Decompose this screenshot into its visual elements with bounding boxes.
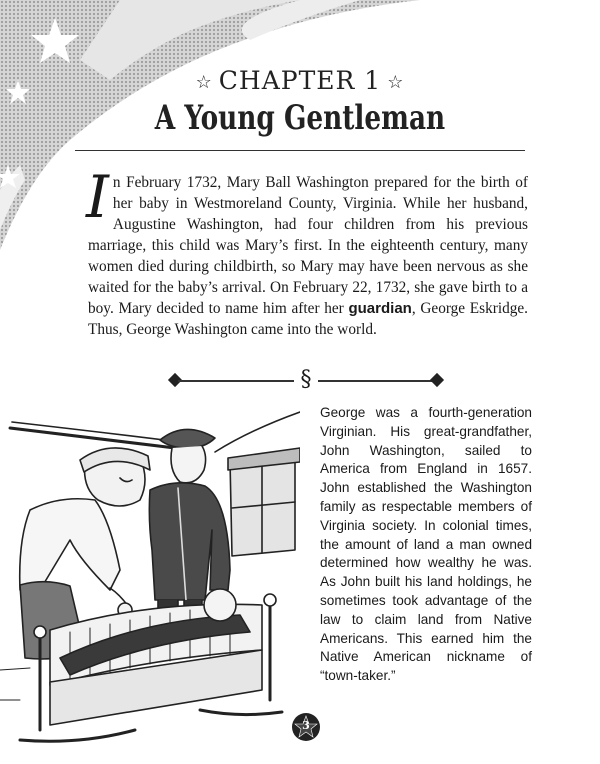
divider-line	[178, 380, 294, 382]
star-outline-icon: ☆	[195, 72, 213, 93]
intro-text-part1: n February 1732, Mary Ball Washington prepared for the birth of her baby in Westmoreland County, Virginia. While her husband, Augustine Washington, had four children from his previous marriage, this child was Mary’s first. In the eighteenth century, many women died during childbirth, so Mary may have been nervous as she waited for the baby’s arrival. On February 22, 1732, she gave birth to a boy. Mary decided to name him after her	[88, 174, 528, 317]
chapter-title: A Young Gentleman	[154, 98, 446, 138]
section-symbol: §	[300, 367, 312, 392]
divider-line	[318, 380, 434, 382]
body-paragraph: George was a fourth-generation Virginian. His great-grandfather, John Washington, sailed to America from England in 1657. John established the Washington family as respectable members of Virginia society. In colonial times, the amount of land a man owned determined how wealthy he was. As John built his land holdings, he sometimes took advantage of the law to claim land from Native Americans. This earned him the Native American nickname of “town-taker.”	[320, 405, 532, 684]
glossary-term: guardian	[348, 300, 412, 317]
chapter-number: CHAPTER 1	[218, 66, 382, 95]
title-rule	[75, 150, 525, 151]
star-outline-icon: ☆	[387, 72, 405, 93]
intro-text-part2: , George Eskridge. Thus, George Washington came into the world.	[88, 300, 529, 338]
page-number-badge	[291, 712, 321, 742]
drop-cap: I	[86, 163, 109, 231]
diamond-ornament-icon	[430, 373, 444, 387]
cradle-illustration	[0, 400, 300, 760]
chapter-label	[0, 66, 600, 95]
page-number: 3	[302, 719, 310, 732]
section-divider	[168, 369, 444, 393]
intro-paragraph	[86, 163, 529, 340]
